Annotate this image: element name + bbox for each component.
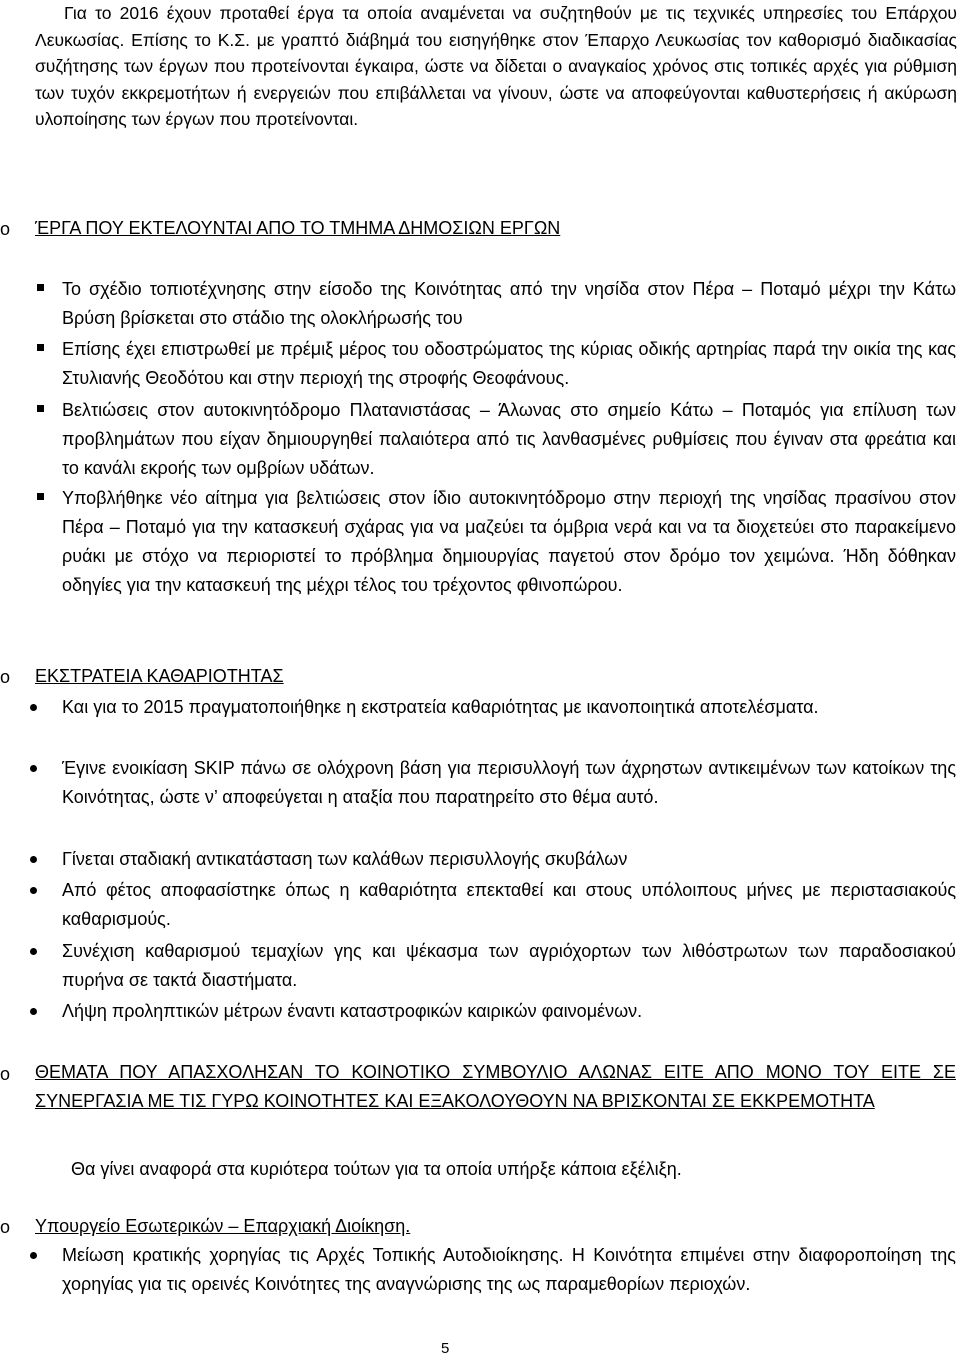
page-number: 5 [441,1340,450,1357]
section2-marker: o [0,667,11,687]
section4-marker: o [0,1217,11,1237]
round-bullet-icon [30,765,37,772]
list-item: Το σχέδιο τοπιοτέχνησης στην είσοδο της Κοινότητας από την νησίδα στον Πέρα – Ποταμό μέχρι την Κάτω Βρύση βρίσκεται στο στάδιο της ολοκλήρωσής του [62,275,956,333]
round-bullet-icon [30,856,37,863]
list-item: Και για το 2015 πραγματοποιήθηκε η εκστρατεία καθαριότητας με ικανοποιητικά αποτελέσματα. [62,693,956,722]
round-bullet-icon [30,1252,37,1259]
list-item: Από φέτος αποφασίστηκε όπως η καθαριότητα επεκταθεί και στους υπόλοιπους μήνες με περιστασιακούς καθαρισμούς. [62,876,956,934]
list-item: Επίσης έχει επιστρωθεί με πρέμιξ μέρος του οδοστρώματος της κύριας οδικής αρτηρίας παρά την οικία της κας Στυλιανής Θεοδότου και στην περιοχή της στροφής Θεοφάνους. [62,335,956,393]
section3-note: Θα γίνει αναφορά στα κυριότερα τούτων για τα οποία υπήρξε κάποια εξέλιξη. [71,1159,682,1179]
round-bullet-icon [30,948,37,955]
square-bullet-icon [37,344,44,351]
section3-heading: ΘΕΜΑΤΑ ΠΟΥ ΑΠΑΣΧΟΛΗΣΑΝ ΤΟ ΚΟΙΝΟΤΙΚΟ ΣΥΜΒΟΥΛΙΟ ΑΛΩΝΑΣ ΕΙΤΕ ΑΠΟ ΜΟΝΟ ΤΟΥ ΕΙΤΕ ΣΕ ΣΥΝΕΡΓΑΣΙΑ ΜΕ ΤΙΣ ΓΥΡΩ ΚΟΙΝΟΤΗΤΕΣ ΚΑΙ ΕΞΑΚΟΛΟΥΘΟΥΝ ΝΑ ΒΡΙΣΚΟΝΤΑΙ ΣΕ ΕΚΚΡΕΜΟΤΗΤΑ [35,1062,956,1111]
section2-heading: ΕΚΣΤΡΑΤΕΙΑ ΚΑΘΑΡΙΟΤΗΤΑΣ [35,666,284,686]
list-item: Μείωση κρατικής χορηγίας τις Αρχές Τοπικής Αυτοδιοίκησης. Η Κοινότητα επιμένει στην διαφοροποίηση της χορηγίας για τις ορεινές Κοινότητες της αναγνώρισης της ως παραμεθορίων περιοχών. [62,1241,956,1299]
square-bullet-icon [37,405,44,412]
list-item: Συνέχιση καθαρισμού τεμαχίων γης και ψέκασμα των αγριόχορτων των λιθόστρωτων των παραδοσιακού πυρήνα σε τακτά διαστήματα. [62,937,956,995]
list-item: Έγινε ενοικίαση SKIP πάνω σε ολόχρονη βάση για περισυλλογή των άχρηστων αντικειμένων των κατοίκων της Κοινότητας, ώστε ν’ αποφεύγεται η αταξία που παρατηρείτο στο θέμα αυτό. [62,754,956,812]
round-bullet-icon [30,704,37,711]
list-item: Λήψη προληπτικών μέτρων έναντι καταστροφικών καιρικών φαινομένων. [62,997,956,1026]
list-item: Υποβλήθηκε νέο αίτημα για βελτιώσεις στον ίδιο αυτοκινητόδρομο στην περιοχή της νησίδας πρασίνου στον Πέρα – Ποταμό για την κατασκευή σχάρας για να μαζεύει τα όμβρια νερά και να τα διοχετεύει στο παρακείμενο ρυάκι με στόχο να περιοριστεί το πρόβλημα δημιουργίας παγετού στον δρόμο τον χειμώνα. Ήδη δόθηκαν οδηγίες για την κατασκευή της μέχρι τέλος του τρέχοντος φθινοπώρου. [62,484,956,600]
square-bullet-icon [37,493,44,500]
round-bullet-icon [30,887,37,894]
section1-heading: ΈΡΓΑ ΠΟΥ ΕΚΤΕΛΟΥΝΤΑΙ ΑΠΟ ΤΟ ΤΜΗΜΑ ΔΗΜΟΣΙΩΝ ΕΡΓΩΝ [35,218,561,238]
intro-paragraph [35,0,957,133]
square-bullet-icon [37,284,44,291]
list-item: Γίνεται σταδιακή αντικατάσταση των καλάθων περισυλλογής σκυβάλων [62,845,956,874]
round-bullet-icon [30,1008,37,1015]
section3-marker: o [0,1064,11,1084]
section1-marker: o [0,219,11,239]
intro-text: Για το 2016 έχουν προταθεί έργα τα οποία αναμένεται να συζητηθούν με τις τεχνικές υπηρεσίες του Επάρχου Λευκωσίας. Επίσης το Κ.Σ. με γραπτό διάβημά του εισηγήθηκε στον Έπαρχο Λευκωσίας τον καθορισμό διαδικασίας συζήτησης των έργων που προτείνονται έγκαιρα, ώστε να δίδεται ο αναγκαίος χρόνος στις τοπικές αρχές για ρύθμιση των τυχόν εκκρεμοτήτων ή ενεργειών που επιβάλλεται να γίνουν, ώστε να αποφεύγονται καθυστερήσεις ή ακύρωση υλοποίησης των έργων που προτείνονται. [35,3,957,129]
section4-heading: Υπουργείο Εσωτερικών – Επαρχιακή Διοίκηση. [35,1216,411,1236]
list-item: Βελτιώσεις στον αυτοκινητόδρομο Πλατανιστάσας – Άλωνας στο σημείο Κάτω – Ποταμός για επίλυση των προβλημάτων που είχαν δημιουργηθεί παλαιότερα από τις λανθασμένες ρυθμίσεις που έγιναν στα φρεάτια και το κανάλι εκροής των ομβρίων υδάτων. [62,396,956,483]
